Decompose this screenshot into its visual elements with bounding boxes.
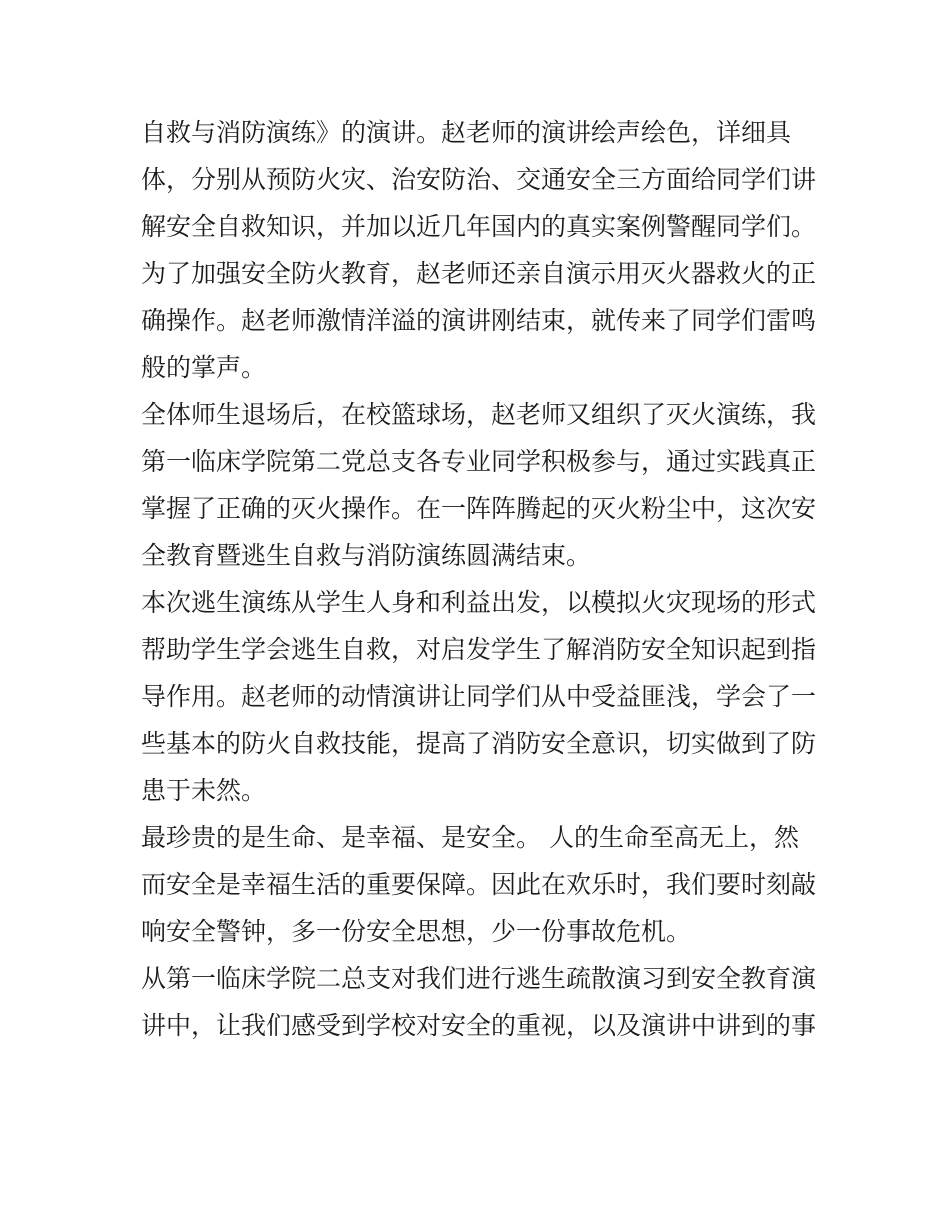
text-line: 全体师生退场后，在校篮球场，赵老师又组织了灭火演练，我	[141, 400, 817, 429]
text-line: 解安全自救知识，并加以近几年国内的真实案例警醒同学们。	[141, 212, 817, 241]
text-line: 掌握了正确的灭火操作。在一阵阵腾起的灭火粉尘中，这次安	[141, 494, 817, 523]
text-line: 全教育暨逃生自救与消防演练圆满结束。	[141, 541, 592, 570]
text-line: 患于未然。	[141, 776, 267, 805]
text-line: 确操作。赵老师激情洋溢的演讲刚结束，就传来了同学们雷鸣	[141, 306, 817, 335]
document-body	[141, 109, 821, 1049]
text-line: 般的掌声。	[141, 353, 267, 382]
text-line: 响安全警钟，多一份安全思想，少一份事故危机。	[141, 917, 692, 946]
text-line: 第一临床学院第二党总支各专业同学积极参与，通过实践真正	[141, 447, 817, 476]
text-line: 最珍贵的是生命、是幸福、是安全。 人的生命至高无上，然	[141, 823, 799, 852]
text-line: 而安全是幸福生活的重要保障。因此在欢乐时，我们要时刻敲	[141, 870, 817, 899]
text-line: 讲中，让我们感受到学校对安全的重视，以及演讲中讲到的事	[141, 1011, 817, 1040]
text-line: 体，分别从预防火灾、治安防治、交通安全三方面给同学们讲	[141, 165, 817, 194]
text-line: 自救与消防演练》的演讲。赵老师的演讲绘声绘色，详细具	[141, 118, 792, 147]
text-line: 导作用。赵老师的动情演讲让同学们从中受益匪浅，学会了一	[141, 682, 817, 711]
text-line: 帮助学生学会逃生自救，对启发学生了解消防安全知识起到指	[141, 635, 817, 664]
text-line: 从第一临床学院二总支对我们进行逃生疏散演习到安全教育演	[141, 964, 817, 993]
text-line: 为了加强安全防火教育，赵老师还亲自演示用灭火器救火的正	[141, 259, 817, 288]
text-line: 些基本的防火自救技能，提高了消防安全意识，切实做到了防	[141, 729, 817, 758]
text-line: 本次逃生演练从学生人身和利益出发，以模拟火灾现场的形式	[141, 588, 817, 617]
